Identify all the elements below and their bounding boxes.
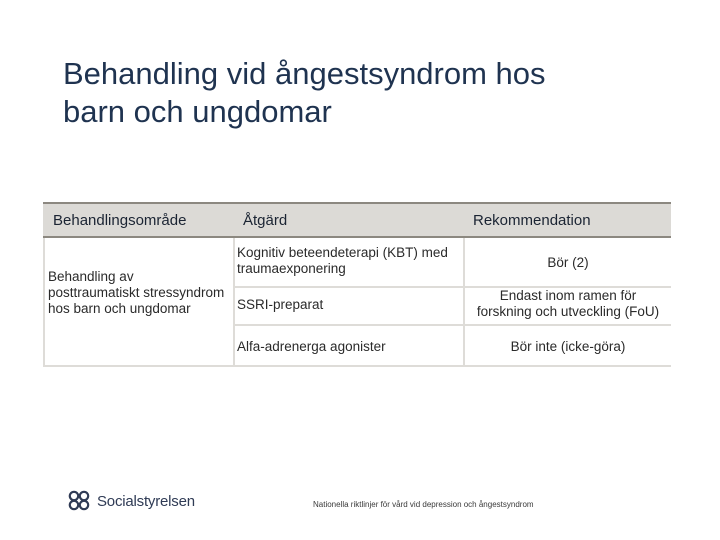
action-line: Alfa-adrenerga agonister <box>237 339 386 354</box>
recommendation-table <box>43 202 671 367</box>
action-line: SSRI-preparat <box>237 297 324 312</box>
page-title-line-1: Behandling vid ångestsyndrom hos <box>63 56 546 91</box>
cell-atgard-row-2 <box>237 297 461 313</box>
cell-rekommendation-row-2 <box>465 288 671 320</box>
cell-atgard-row-3 <box>237 339 461 355</box>
recommendation-line: Endast inom ramen för <box>499 288 637 303</box>
action-line: Kognitiv beteendeterapi (KBT) med <box>237 245 448 260</box>
recommendation-line: Bör inte (icke-göra) <box>510 339 626 354</box>
action-line: traumaexponering <box>237 261 346 276</box>
header-rekommendation: Rekommendation <box>473 212 591 229</box>
logo-text: Socialstyrelsen <box>97 492 195 510</box>
cell-rekommendation-row-3 <box>465 339 671 355</box>
socialstyrelsen-emblem-icon <box>66 490 92 512</box>
page-title-line-2: barn och ungdomar <box>63 94 332 129</box>
recommendation-line: Bör (2) <box>547 255 589 270</box>
recommendation-line: forskning och utveckling (FoU) <box>476 304 660 319</box>
header-atgard: Åtgärd <box>243 212 288 229</box>
header-behandlingsomrade: Behandlingsområde <box>53 212 187 229</box>
page-title <box>63 55 683 131</box>
cell-rekommendation-row-1 <box>465 255 671 271</box>
socialstyrelsen-logo <box>66 489 195 513</box>
cell-atgard-row-1 <box>237 245 461 277</box>
area-line: hos barn och ungdomar <box>48 301 191 316</box>
area-line: posttraumatiskt stressyndrom <box>48 285 225 300</box>
table-border-left <box>43 238 45 367</box>
cell-behandlingsomrade <box>48 269 234 317</box>
footer-note: Nationella riktlinjer för vård vid depression och ångestsyndrom <box>313 500 534 509</box>
area-line: Behandling av <box>48 269 134 284</box>
table-header-row <box>43 202 671 238</box>
table-row-divider-2 <box>233 324 671 326</box>
table-border-bottom <box>43 365 671 367</box>
